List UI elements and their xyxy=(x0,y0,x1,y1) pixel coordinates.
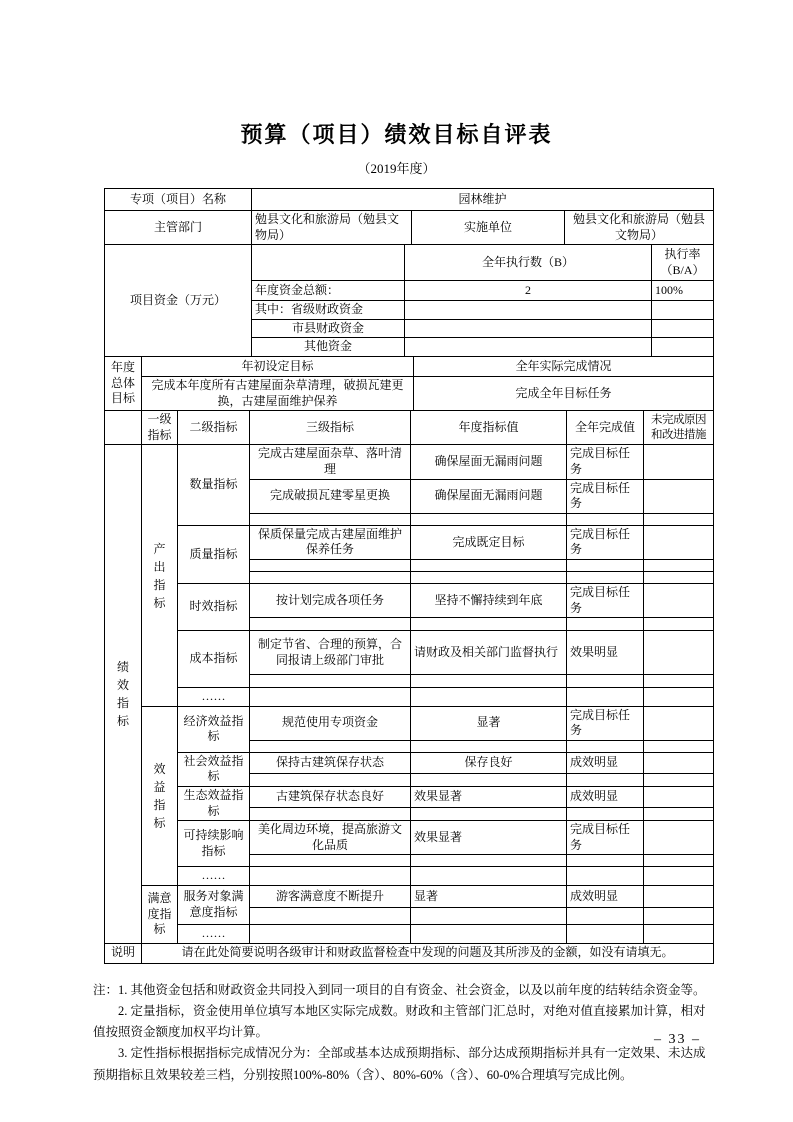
table-row xyxy=(105,787,714,808)
funding-total-rate: 100% xyxy=(652,281,714,301)
table-row xyxy=(105,583,714,617)
empty-cell xyxy=(644,706,714,740)
ellipsis-cell: …… xyxy=(178,688,250,707)
empty-cell xyxy=(411,513,567,525)
empty-cell xyxy=(250,618,411,631)
quantity-done: 完成目标任务 xyxy=(567,479,644,513)
table-row xyxy=(105,943,714,963)
quantity-l3: 完成破损瓦建零星更换 xyxy=(250,479,411,513)
quality-l3: 保质保量完成古建屋面维护保养任务 xyxy=(250,525,411,559)
sustainable-label: 可持续影响指标 xyxy=(178,821,250,867)
ellipsis-cell: …… xyxy=(178,867,250,886)
empty-cell xyxy=(411,774,567,787)
empty-cell xyxy=(250,855,411,867)
funding-city-label: 市县财政资金 xyxy=(252,319,405,338)
empty-cell xyxy=(250,513,411,525)
cost-l3: 制定节省、合理的预算，合同报请上级部门审批 xyxy=(250,631,411,675)
empty-cell xyxy=(644,886,714,908)
empty-cell xyxy=(567,675,644,688)
timeliness-l3: 按计划完成各项任务 xyxy=(250,583,411,617)
social-l3: 保持古建筑保存状态 xyxy=(250,752,411,773)
empty-cell xyxy=(250,688,411,707)
economic-annual: 显著 xyxy=(411,706,567,740)
social-annual: 保存良好 xyxy=(411,752,567,773)
quality-annual: 完成既定目标 xyxy=(411,525,567,559)
ellipsis-cell: …… xyxy=(178,925,250,944)
empty-cell xyxy=(644,752,714,773)
page-number: – 33 – xyxy=(654,1032,701,1047)
cost-annual: 请财政及相关部门监督执行 xyxy=(411,631,567,675)
social-label: 社会效益指标 xyxy=(178,752,250,786)
quantity-annual: 确保屋面无漏雨问题 xyxy=(411,479,567,513)
table-row xyxy=(105,631,714,675)
sustainable-annual: 效果显著 xyxy=(411,821,567,855)
economic-l3: 规范使用专项资金 xyxy=(250,706,411,740)
empty-cell xyxy=(644,513,714,525)
timeliness-done: 完成目标任务 xyxy=(567,583,644,617)
quality-label: 质量指标 xyxy=(178,525,250,583)
empty-cell xyxy=(411,688,567,707)
indicators-table xyxy=(104,410,714,963)
empty-cell xyxy=(644,855,714,867)
ecological-annual: 效果显著 xyxy=(411,787,567,808)
service-done: 成效明显 xyxy=(567,886,644,908)
output-label-text: 产出指标 xyxy=(153,541,166,610)
header-done-value: 全年完成值 xyxy=(567,411,644,445)
header-annual-value: 年度指标值 xyxy=(411,411,567,445)
dept-label: 主管部门 xyxy=(105,211,252,245)
table-row xyxy=(105,245,714,281)
empty-cell xyxy=(567,855,644,867)
empty-cell xyxy=(105,411,142,445)
quantity-annual: 确保屋面无漏雨问题 xyxy=(411,445,567,479)
empty-cell xyxy=(644,821,714,855)
empty-cell xyxy=(250,774,411,787)
funding-province-label: 其中：省级财政资金 xyxy=(252,301,405,320)
empty-cell xyxy=(250,740,411,752)
empty-cell xyxy=(567,808,644,821)
goal-initial-header: 年初设定目标 xyxy=(142,356,414,376)
empty-cell xyxy=(644,559,714,571)
goal-actual-header: 全年实际完成情况 xyxy=(414,356,714,376)
empty-cell xyxy=(250,808,411,821)
economic-done: 完成目标任务 xyxy=(567,706,644,740)
remark-label: 说明 xyxy=(105,943,142,963)
empty-cell xyxy=(644,925,714,944)
empty-cell xyxy=(250,675,411,688)
service-label xyxy=(178,886,250,925)
table-row xyxy=(105,411,714,445)
empty-cell xyxy=(567,513,644,525)
empty-cell xyxy=(644,867,714,886)
footnotes xyxy=(93,980,711,1086)
empty-cell xyxy=(567,571,644,583)
empty-cell xyxy=(644,445,714,479)
empty-cell xyxy=(250,908,411,925)
footnote-2: 2. 定量指标，资金使用单位填写本地区实际完成数。财政和主管部门汇总时，对绝对值直接累加计算，相对值按照资金额度加权平均计算。 xyxy=(93,1003,706,1040)
empty-cell xyxy=(644,774,714,787)
annual-goal-table xyxy=(104,356,714,411)
quality-done: 完成目标任务 xyxy=(567,525,644,559)
header-level1: 一级指标 xyxy=(142,411,178,445)
empty-cell xyxy=(411,808,567,821)
output-label xyxy=(142,445,178,706)
impl-value: 勉县文化和旅游局（勉县文物局） xyxy=(565,211,714,245)
empty-cell xyxy=(644,908,714,925)
project-name-value: 园林维护 xyxy=(252,189,714,211)
empty-cell xyxy=(644,583,714,617)
timeliness-label: 时效指标 xyxy=(178,583,250,630)
economic-label: 经济效益指标 xyxy=(178,706,250,752)
ecological-l3: 古建筑保存状态良好 xyxy=(250,787,411,808)
self-evaluation-table xyxy=(104,188,713,964)
empty-cell xyxy=(411,925,567,944)
funding-table xyxy=(104,244,714,357)
goal-initial-value: 完成本年度所有古建屋面杂草清理，破损瓦建更换，古建屋面维护保养 xyxy=(142,376,414,410)
rate-header: 执行率（B/A） xyxy=(652,245,714,281)
empty-cell xyxy=(411,559,567,571)
ecological-label: 生态效益指标 xyxy=(178,787,250,821)
empty-cell xyxy=(567,925,644,944)
project-name-label: 专项（项目）名称 xyxy=(105,189,252,211)
empty-cell xyxy=(250,867,411,886)
empty-cell xyxy=(411,855,567,867)
empty-cell xyxy=(411,867,567,886)
quantity-done: 完成目标任务 xyxy=(567,445,644,479)
funding-section-label: 项目资金（万元） xyxy=(105,245,252,357)
empty-cell xyxy=(644,571,714,583)
empty-cell xyxy=(411,740,567,752)
benefit-label xyxy=(142,706,178,885)
service-label-text: 服务对象满意度指标 xyxy=(183,889,244,920)
table-row xyxy=(105,211,714,245)
table-row xyxy=(105,356,714,376)
table-row xyxy=(105,752,714,773)
header-unfinished: 未完成原因和改进措施 xyxy=(644,411,714,445)
dept-value: 勉县文化和旅游局（勉县文物局） xyxy=(252,211,412,245)
table-row xyxy=(105,525,714,559)
header-level3: 三级指标 xyxy=(250,411,411,445)
empty-cell xyxy=(567,908,644,925)
empty-cell xyxy=(567,559,644,571)
empty-cell xyxy=(405,319,652,338)
empty-cell xyxy=(644,808,714,821)
page-subtitle: （2019年度） xyxy=(357,161,436,176)
sustainable-l3: 美化周边环境，提高旅游文化品质 xyxy=(250,821,411,855)
funding-total-exec: 2 xyxy=(405,281,652,301)
table-row xyxy=(105,867,714,886)
empty-cell xyxy=(644,479,714,513)
ecological-done: 成效明显 xyxy=(567,787,644,808)
empty-cell xyxy=(567,867,644,886)
empty-cell xyxy=(644,787,714,808)
empty-cell xyxy=(411,908,567,925)
satisfaction-label: 满意度指标 xyxy=(142,886,178,944)
table-row xyxy=(105,706,714,740)
exec-header: 全年执行数（B） xyxy=(405,245,652,281)
empty-cell xyxy=(250,571,411,583)
table-row xyxy=(105,886,714,908)
empty-cell xyxy=(652,338,714,357)
timeliness-annual: 坚持不懈持续到年底 xyxy=(411,583,567,617)
service-l3: 游客满意度不断提升 xyxy=(250,886,411,908)
empty-cell xyxy=(644,525,714,559)
empty-cell xyxy=(644,618,714,631)
empty-cell xyxy=(250,559,411,571)
header-level2: 二级指标 xyxy=(178,411,250,445)
empty-cell xyxy=(567,688,644,707)
empty-cell xyxy=(567,618,644,631)
indicators-section-label xyxy=(105,445,142,943)
footnote-3: 3. 定性指标根据指标完成情况分为：全部或基本达成预期指标、部分达成预期指标并具有一定效果、未达成预期指标且效果较差三档，分别按照100%-80%（含）、80%-60%（含）、60-0%合理填写完成比例。 xyxy=(93,1046,706,1082)
table-row xyxy=(105,189,714,211)
impl-label: 实施单位 xyxy=(412,211,565,245)
remark-text: 请在此处简要说明各级审计和财政监督检查中发现的问题及其所涉及的金额，如没有请填无。 xyxy=(142,943,714,963)
empty-cell xyxy=(644,675,714,688)
page-title: 预算（项目）绩效目标自评表 xyxy=(240,122,553,147)
table-row xyxy=(105,925,714,944)
service-annual: 显著 xyxy=(411,886,567,908)
quantity-label: 数量指标 xyxy=(178,445,250,525)
empty-cell xyxy=(644,740,714,752)
benefit-label-text: 效益指标 xyxy=(153,761,166,830)
cost-done: 效果明显 xyxy=(567,631,644,675)
empty-cell xyxy=(411,571,567,583)
funding-total-label: 年度资金总额： xyxy=(252,281,405,301)
table-row xyxy=(105,376,714,410)
indicators-section-text: 绩效指标 xyxy=(116,659,129,728)
empty-cell xyxy=(644,631,714,675)
empty-cell xyxy=(411,618,567,631)
empty-cell xyxy=(405,301,652,320)
empty-cell xyxy=(652,319,714,338)
social-done: 成效明显 xyxy=(567,752,644,773)
cost-label: 成本指标 xyxy=(178,631,250,688)
empty-cell xyxy=(567,774,644,787)
funding-other-label: 其他资金 xyxy=(252,338,405,357)
empty-cell xyxy=(652,301,714,320)
quantity-l3: 完成古建屋面杂草、落叶清理 xyxy=(250,445,411,479)
empty-cell xyxy=(411,675,567,688)
table-row xyxy=(105,688,714,707)
sustainable-done: 完成目标任务 xyxy=(567,821,644,855)
footnote-1: 注：1. 其他资金包括和财政资金共同投入到同一项目的自有资金、社会资金，以及以前年度的结转结余资金等。 xyxy=(93,982,706,997)
empty-cell xyxy=(644,688,714,707)
goal-actual-value: 完成全年目标任务 xyxy=(414,376,714,410)
empty-cell xyxy=(250,925,411,944)
empty-cell xyxy=(405,338,652,357)
goal-section-label: 年度总体目标 xyxy=(105,356,142,410)
empty-cell xyxy=(252,245,405,281)
table-row xyxy=(105,821,714,855)
info-table xyxy=(104,188,714,245)
empty-cell xyxy=(567,740,644,752)
table-row xyxy=(105,445,714,479)
